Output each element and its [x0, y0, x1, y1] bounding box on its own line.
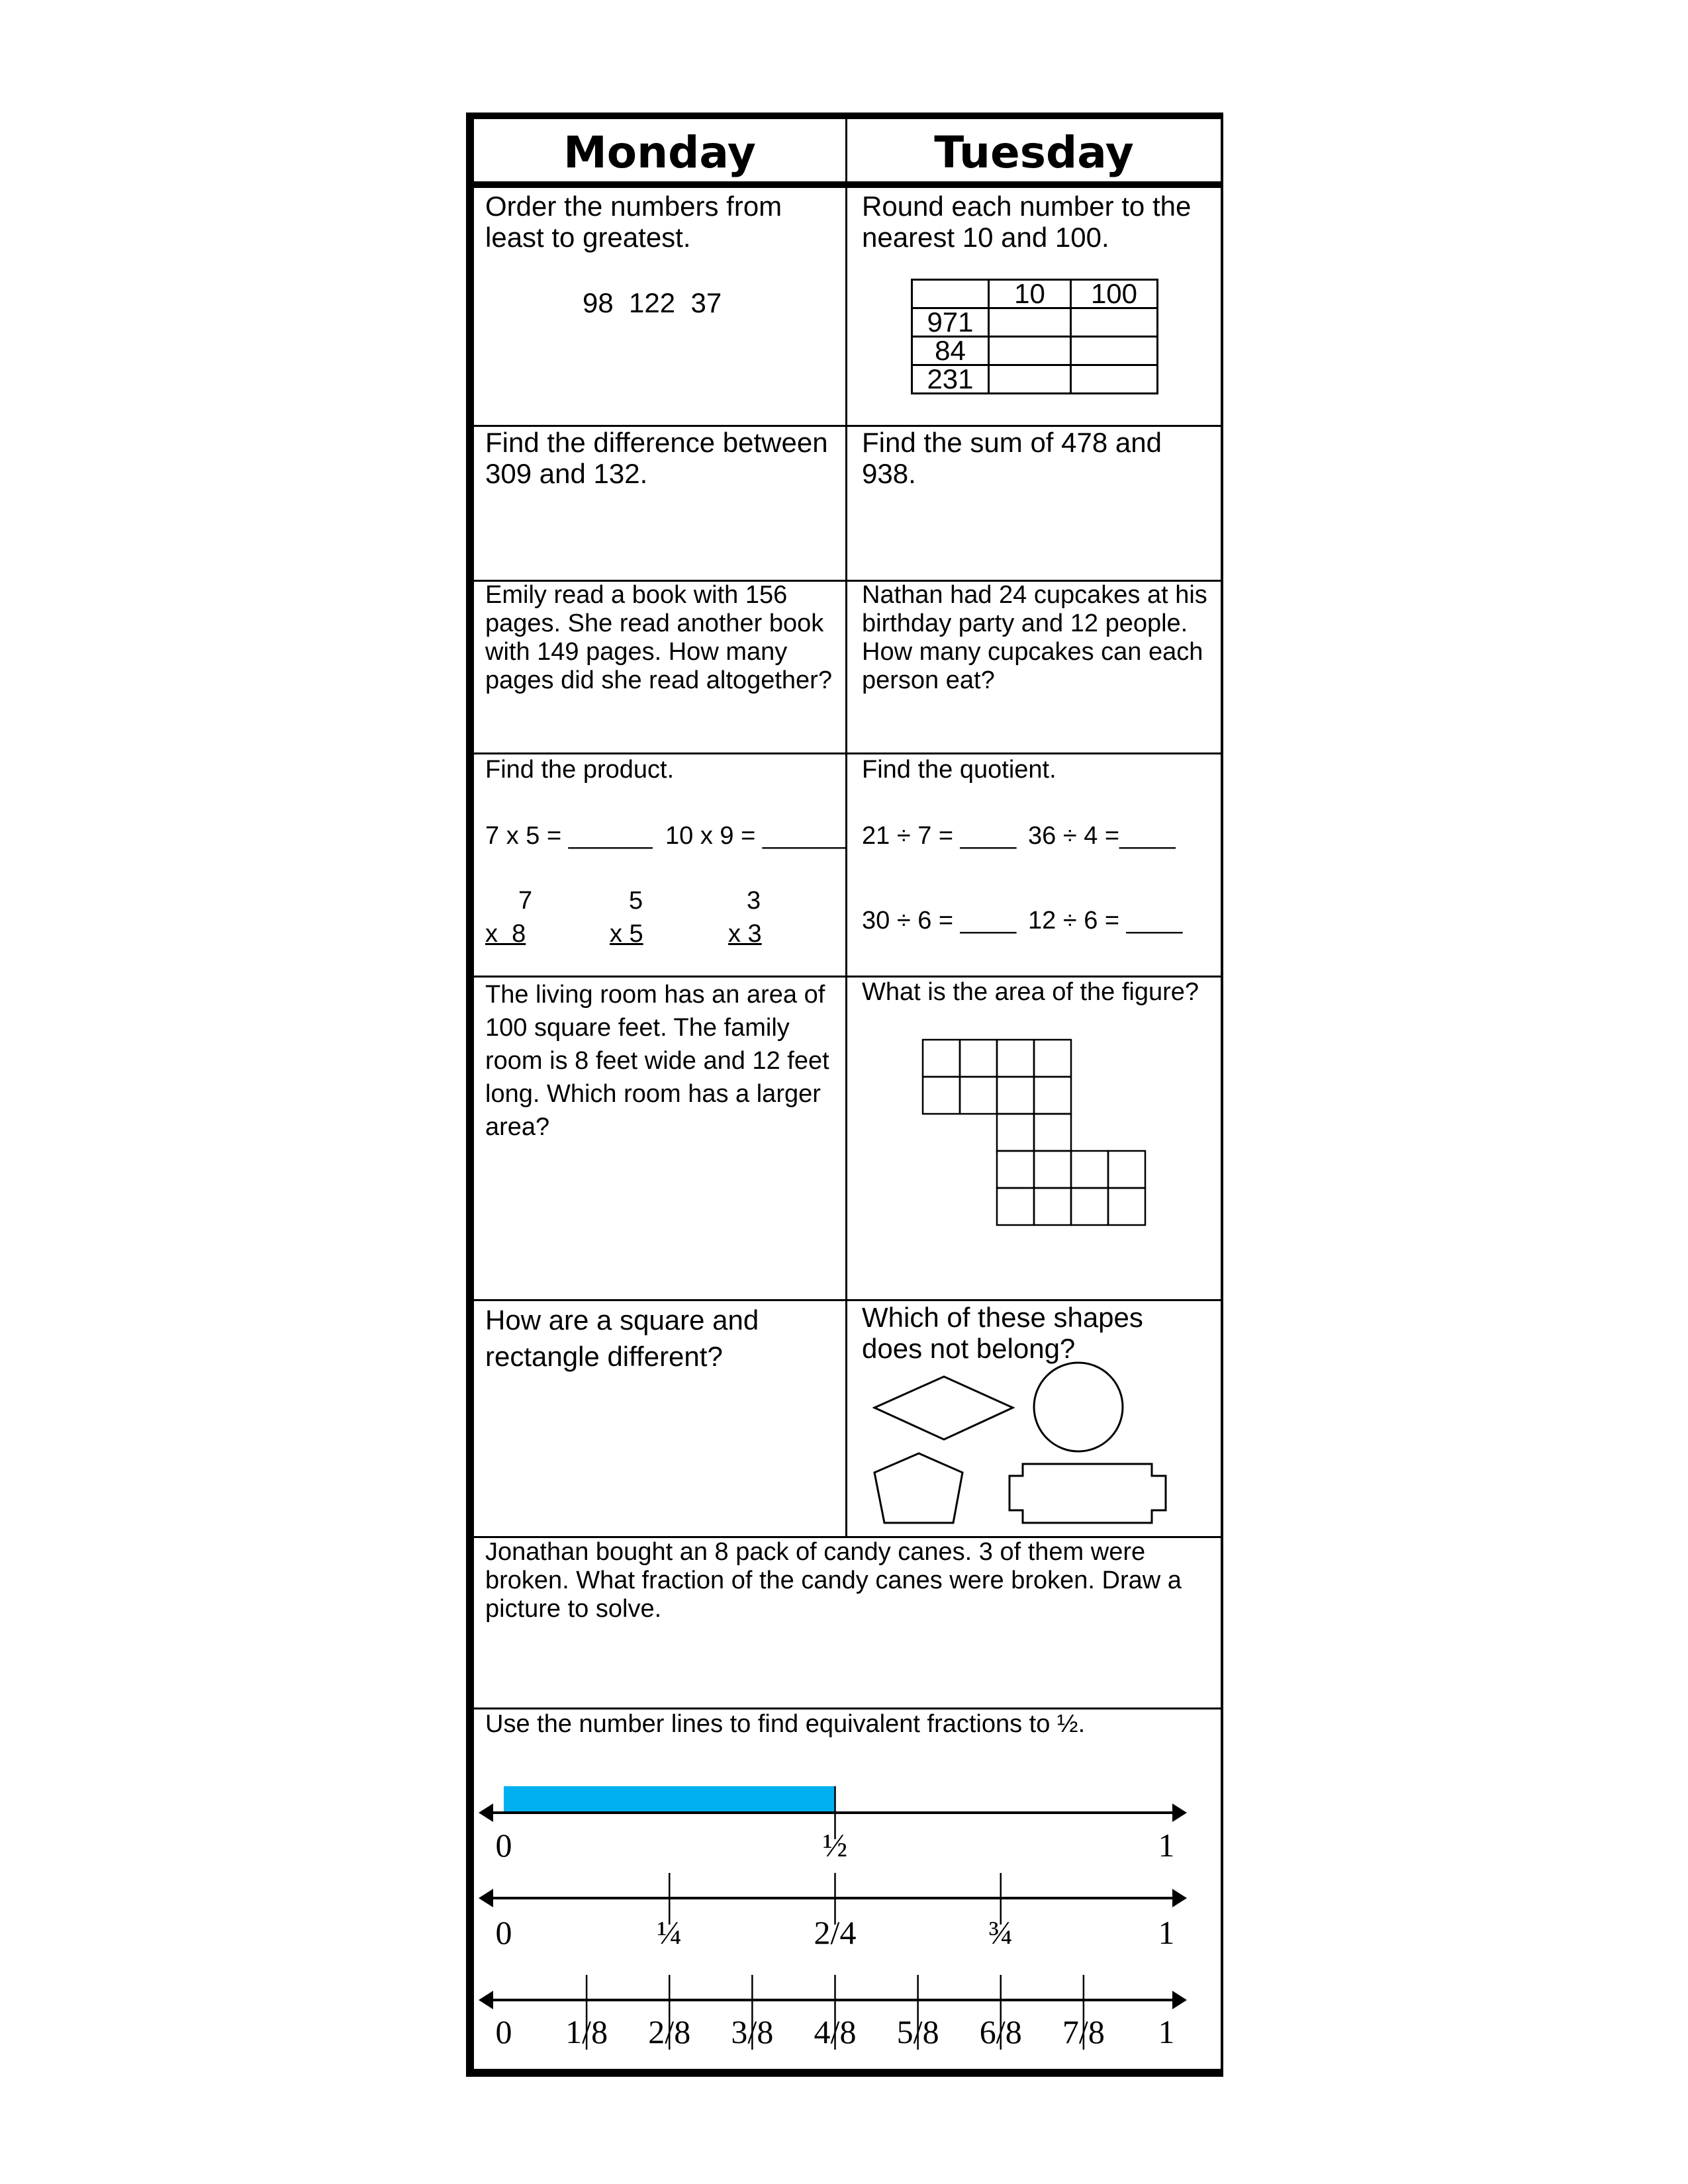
- tick-label: 5/8: [896, 2013, 939, 2050]
- tick-label: 6/8: [979, 2013, 1022, 2050]
- tick-label: 7/8: [1062, 2013, 1105, 2050]
- tick-label: 2/4: [814, 1914, 857, 1951]
- tick-label: 1: [1158, 1914, 1175, 1951]
- quotient-problem-2: 36 ÷ 4 =____: [1028, 822, 1176, 850]
- quotient-problem-4: 12 ÷ 6 = ____: [1028, 907, 1183, 934]
- tick-label: ¾: [988, 1914, 1013, 1951]
- tick-label: ½: [822, 1827, 848, 1864]
- vertical-2-top: 5: [629, 887, 643, 915]
- arrow-left-icon: [479, 1803, 493, 1822]
- vertical-2-bottom: x 5: [610, 920, 643, 948]
- tick-label: 0: [495, 2013, 512, 2050]
- tick-label: 0: [495, 1914, 512, 1951]
- shapes-prompt: Which of these shapes does not belong?: [862, 1302, 1143, 1364]
- living-room-prompt: The living room has an area of 100 square feet. The family room is 8 feet wide and 12 feet long. Which room has a larger area?: [485, 981, 829, 1141]
- order-prompt: Order the numbers from least to greatest.: [485, 191, 782, 253]
- round-prompt: Round each number to the nearest 10 and 100.: [862, 191, 1192, 253]
- table-header-cell: 100: [1071, 280, 1158, 308]
- highlight-bar: [504, 1786, 835, 1813]
- difference-prompt: Find the difference between 309 and 132.: [485, 427, 828, 489]
- quotient-prompt: Find the quotient.: [862, 756, 1056, 784]
- vertical-3-bottom: x 3: [728, 920, 762, 948]
- emily-prompt: Emily read a book with 156 pages. She read another book with 149 pages. How many pages did she read altogether?: [485, 581, 832, 694]
- tick-label: 0: [495, 1827, 512, 1864]
- product-problem-1: 7 x 5 = ______: [485, 822, 653, 850]
- table-cell: 971: [912, 308, 989, 337]
- product-prompt: Find the product.: [485, 756, 675, 784]
- vertical-1-top: 7: [518, 887, 533, 915]
- square-prompt: How are a square and rectangle different?: [485, 1304, 759, 1372]
- area-figure-prompt: What is the area of the figure?: [862, 978, 1199, 1006]
- tick-label: 2/8: [648, 2013, 691, 2050]
- vertical-1-bottom: x 8: [485, 920, 526, 948]
- nathan-prompt: Nathan had 24 cupcakes at his birthday party and 12 people. How many cupcakes can each person eat?: [862, 581, 1207, 694]
- candy-prompt: Jonathan bought an 8 pack of candy canes. 3 of them were broken. What fraction of the candy canes were broken. Draw a picture to solve.: [485, 1538, 1182, 1623]
- arrow-left-icon: [479, 1991, 493, 2009]
- table-cell: 84: [912, 337, 989, 365]
- number-lines-prompt: Use the number lines to find equivalent fractions to ½.: [485, 1710, 1086, 1738]
- quotient-problem-3: 30 ÷ 6 = ____: [862, 907, 1017, 934]
- order-numbers: 98 122 37: [583, 287, 722, 318]
- arrow-right-icon: [1172, 1803, 1187, 1822]
- table-cell: 231: [912, 365, 989, 394]
- tick-label: 4/8: [814, 2013, 857, 2050]
- vertical-3-top: 3: [747, 887, 761, 915]
- product-problem-2: 10 x 9 = ______: [665, 822, 847, 850]
- tuesday-heading: Tuesday: [934, 127, 1134, 178]
- tick-label: 1: [1158, 1827, 1175, 1864]
- tick-label: ¼: [657, 1914, 682, 1951]
- arrow-right-icon: [1172, 1889, 1187, 1907]
- tick-label: 3/8: [731, 2013, 774, 2050]
- quotient-problem-1: 21 ÷ 7 = ____: [862, 822, 1017, 850]
- tick-label: 1/8: [565, 2013, 608, 2050]
- sum-prompt: Find the sum of 478 and 938.: [862, 427, 1162, 489]
- monday-heading: Monday: [563, 127, 756, 178]
- arrow-right-icon: [1172, 1991, 1187, 2009]
- arrow-left-icon: [479, 1889, 493, 1907]
- table-header-cell: 10: [989, 280, 1071, 308]
- tick-label: 1: [1158, 2013, 1175, 2050]
